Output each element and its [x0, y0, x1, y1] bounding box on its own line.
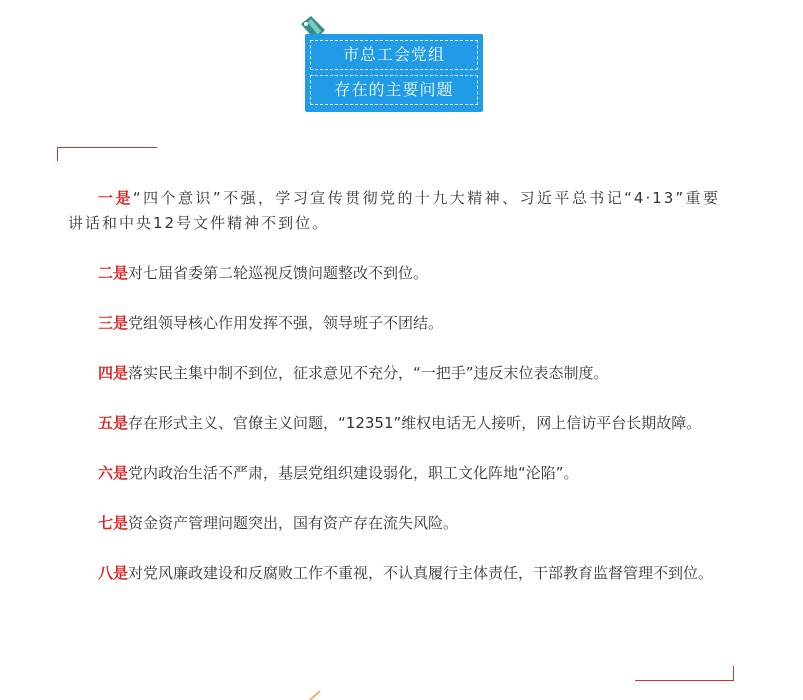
problem-text: 党组领导核心作用发挥不强，领导班子不团结。 — [128, 314, 444, 332]
problem-number: 七是 — [98, 514, 129, 532]
corner-decoration-top-left — [57, 147, 157, 161]
problem-item-8 — [68, 561, 720, 586]
problem-text: 对七届省委第二轮巡视反馈问题整改不到位。 — [128, 264, 429, 282]
problem-number: 四是 — [98, 364, 129, 382]
problem-number: 八是 — [98, 564, 129, 582]
problem-item-3 — [68, 311, 720, 336]
header-title-line1: 市总工会党组 — [310, 40, 478, 70]
header-title-line2: 存在的主要问题 — [310, 75, 478, 105]
problem-text: 存在形式主义、官僚主义问题，“12351”维权电话无人接听，网上信访平台长期故障。 — [128, 414, 702, 432]
problem-item-6 — [68, 461, 720, 486]
problem-item-2 — [68, 261, 720, 286]
corner-decoration-bottom-right — [635, 666, 734, 681]
problem-text: 资金资产管理问题突出，国有资产存在流失风险。 — [128, 514, 459, 532]
problem-item-1 — [68, 186, 720, 236]
problem-item-7 — [68, 511, 720, 536]
problem-number: 一是 — [98, 189, 133, 207]
problem-item-5 — [68, 411, 720, 436]
problem-text: 落实民主集中制不到位，征求意见不充分，“一把手”违反末位表态制度。 — [128, 364, 609, 382]
problem-item-4 — [68, 361, 720, 386]
problem-number: 五是 — [98, 414, 129, 432]
problem-number: 六是 — [98, 464, 129, 482]
problem-number: 二是 — [98, 264, 129, 282]
problem-text: “四个意识”不强，学习宣传贯彻党的十九大精神、习近平总书记“4·13”重要讲话和中央12号文件精神不到位。 — [68, 189, 720, 232]
header-box — [305, 34, 483, 112]
pencil-mark-icon — [308, 690, 322, 700]
problem-text: 党内政治生活不严肃，基层党组织建设弱化，职工文化阵地“沦陷”。 — [128, 464, 579, 482]
problem-list — [68, 186, 720, 611]
problem-text: 对党风廉政建设和反腐败工作不重视，不认真履行主体责任，干部教育监督管理不到位。 — [128, 564, 714, 582]
problem-number: 三是 — [98, 314, 129, 332]
